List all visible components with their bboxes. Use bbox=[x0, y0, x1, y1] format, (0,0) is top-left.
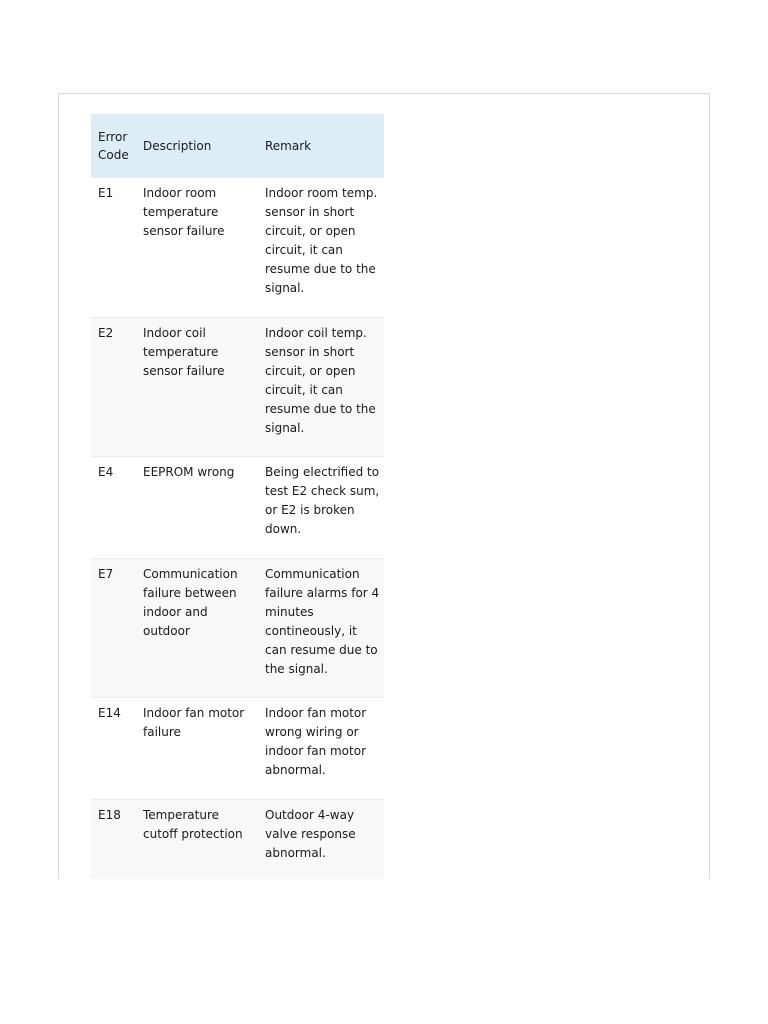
header-remark: Remark bbox=[258, 114, 384, 178]
remark-cell: Indoor fan motor wrong wiring or indoor fan motor abnormal. bbox=[258, 697, 384, 799]
table-row bbox=[91, 317, 384, 456]
error-code-cell: E1 bbox=[91, 178, 136, 317]
document-frame bbox=[58, 93, 710, 879]
error-code-table bbox=[91, 114, 384, 879]
error-code-cell: E2 bbox=[91, 317, 136, 456]
header-error-code-line2: Code bbox=[98, 148, 129, 162]
remark-cell: Being electrified to test E2 check sum, or E2 is broken down. bbox=[258, 456, 384, 558]
description-cell: Temperature cutoff protection bbox=[136, 799, 258, 879]
table-row bbox=[91, 558, 384, 697]
description-cell: Indoor coil temperature sensor failure bbox=[136, 317, 258, 456]
error-code-cell: E7 bbox=[91, 558, 136, 697]
header-error-code bbox=[91, 114, 136, 178]
table-row bbox=[91, 697, 384, 799]
error-code-cell: E18 bbox=[91, 799, 136, 879]
table-header-row bbox=[91, 114, 384, 178]
table-row bbox=[91, 456, 384, 558]
description-cell: EEPROM wrong bbox=[136, 456, 258, 558]
description-cell: Indoor fan motor failure bbox=[136, 697, 258, 799]
header-description: Description bbox=[136, 114, 258, 178]
table-row bbox=[91, 799, 384, 879]
remark-cell: Outdoor 4-way valve response abnormal. bbox=[258, 799, 384, 879]
error-code-cell: E4 bbox=[91, 456, 136, 558]
description-cell: Indoor room temperature sensor failure bbox=[136, 178, 258, 317]
remark-cell: Communication failure alarms for 4 minutes contineously, it can resume due to the signal. bbox=[258, 558, 384, 697]
error-code-cell: E14 bbox=[91, 697, 136, 799]
remark-cell: Indoor room temp. sensor in short circuit, or open circuit, it can resume due to the signal. bbox=[258, 178, 384, 317]
description-cell: Communication failure between indoor and outdoor bbox=[136, 558, 258, 697]
remark-cell: Indoor coil temp. sensor in short circuit, or open circuit, it can resume due to the signal. bbox=[258, 317, 384, 456]
table-row bbox=[91, 178, 384, 317]
header-error-code-line1: Error bbox=[98, 130, 128, 144]
